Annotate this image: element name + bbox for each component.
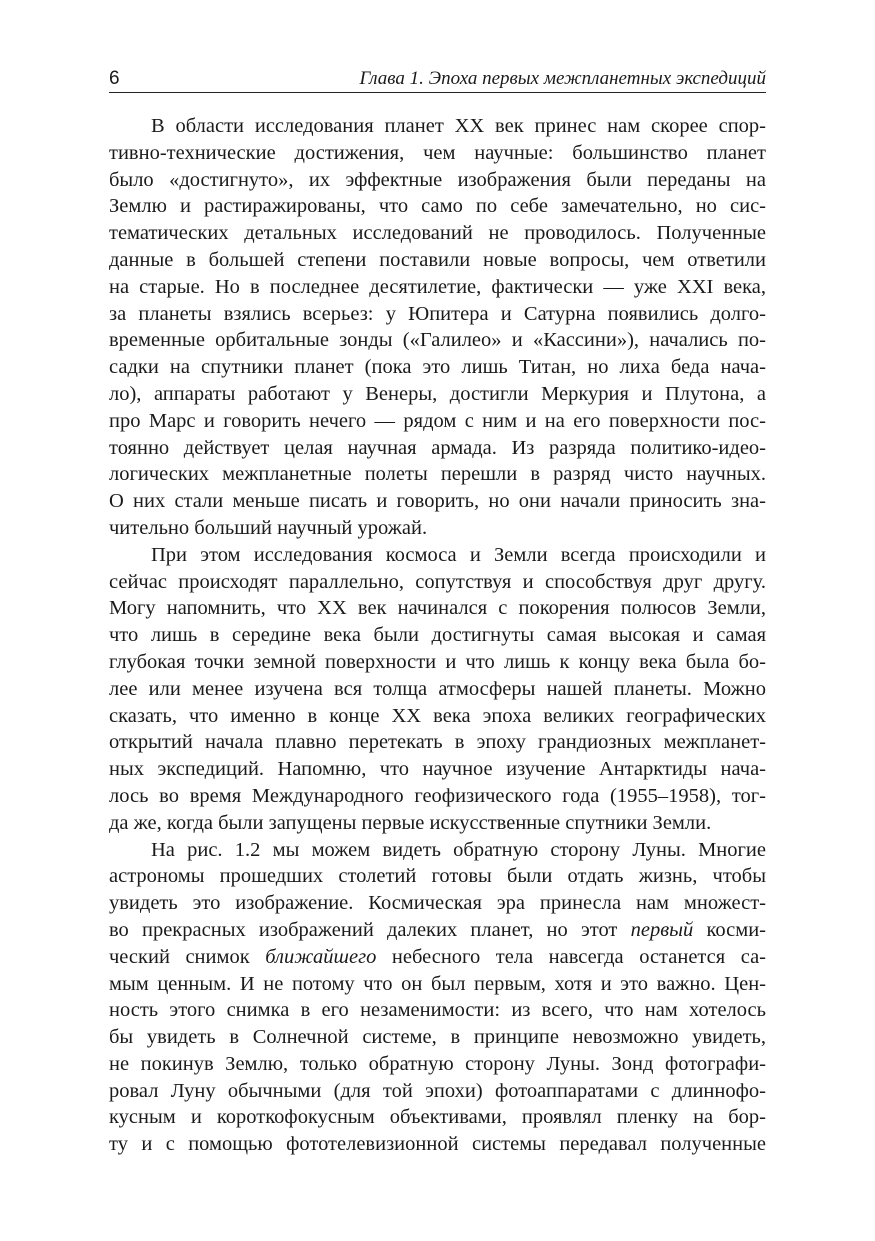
text-run: небесного тела навсегда останется са- [376,945,766,968]
text-line: лось во время Международного геофизического года (1955–1958), тог- [109,784,766,807]
paragraph-3 [109,837,766,1159]
text-line: бы увидеть в Солнечной системе, в принципе невозможно увидеть, [109,1026,766,1049]
text-line: да же, когда были запущены первые искусственные спутники Земли. [109,811,712,834]
page-header [109,62,766,93]
text-line: глубокая точки земной поверхности и что лишь к концу века была бо- [109,650,766,673]
text-line: что лишь в середине века были достигнуты самая высокая и самая [109,624,766,647]
text-line [109,944,766,971]
text-line: О них стали меньше писать и говорить, но они начали приносить зна- [109,490,766,513]
text-line: за планеты взялись всерьез: у Юпитера и Сатурна появились долго- [109,302,766,325]
text-line: сказать, что именно в конце XX века эпоха великих географических [109,704,766,727]
paragraph-2 [109,542,766,837]
text-line: астрономы прошедших столетий готовы были отдать жизнь, чтобы [109,865,766,888]
text-line: не покинув Землю, только обратную сторону Луны. Зонд фотографи- [109,1052,766,1075]
emphasis-text: первый [630,918,694,941]
text-line: было «достигнуто», их эффектные изображения были переданы на [109,168,766,191]
text-line: В области исследования планет XX век принес нам скорее спор- [151,115,766,137]
text-line: ных экспедиций. Напомню, что научное изучение Антарктиды нача- [109,758,766,781]
text-line: Могу напомнить, что XX век начинался с покорения полюсов Земли, [109,597,766,620]
text-line: на старые. Но в последнее десятилетие, фактически — уже XXI века, [109,275,766,298]
text-line: Землю и растиражированы, что само по себе замечательно, но сис- [109,195,766,218]
text-line: тивно-технические достижения, чем научные: большинство планет [109,141,766,164]
text-line: данные в большей степени поставили новые вопросы, чем ответили [109,248,766,271]
text-line: логических межпланетные полеты перешли в разряд чисто научных. [109,463,766,486]
text-run: ческий снимок [109,945,266,968]
text-line: кусным и короткофокусным объективами, проявлял пленку на бор- [109,1106,766,1129]
text-line: тоянно действует целая научная армада. Из разряда политико-идео- [109,436,766,459]
text-line: чительно больший научный урожай. [109,516,428,539]
text-run: во прекрасных изображений далеких планет, но этот [109,918,631,941]
page-number: 6 [109,68,120,89]
text-line: про Марс и говорить нечего — рядом с ним и на его поверхности пос- [109,409,766,432]
text-line: лее или менее изучена вся толща атмосферы нашей планеты. Можно [109,677,766,700]
text-line: временные орбитальные зонды («Галилео» и «Кассини»), начались по- [109,329,766,352]
text-line: При этом исследования космоса и Земли всегда происходили и [151,543,766,566]
running-head: Глава 1. Эпоха первых межпланетных экспедиций [359,68,766,89]
paragraph-1 [109,113,766,542]
emphasis-text: ближайшего [265,945,377,968]
text-line: мым ценным. И не потому что он был первым, хотя и это важно. Цен- [109,972,766,995]
text-line: садки на спутники планет (пока это лишь Титан, но лиха беда нача- [109,356,766,379]
text-line [109,917,766,944]
text-line: увидеть это изображение. Космическая эра принесла нам множест- [109,892,766,915]
text-line: ровал Луну обычными (для той эпохи) фотоаппаратами с длиннофо- [109,1079,766,1102]
text-run: косми- [693,918,766,941]
text-line: На рис. 1.2 мы можем видеть обратную сторону Луны. Многие [151,838,766,861]
text-line: тематических детальных исследований не проводилось. Полученные [109,222,766,245]
text-line: открытий начала плавно перетекать в эпоху грандиозных межпланет- [109,731,766,754]
text-line: ность этого снимка в его незаменимости: из всего, что нам хотелось [109,999,766,1022]
text-line: ло), аппараты работают у Венеры, достигли Меркурия и Плутона, а [109,382,766,405]
text-line: сейчас происходят параллельно, сопутствуя и способствуя друг другу. [109,570,766,593]
text-line: ту и с помощью фототелевизионной системы передавал полученные [109,1133,766,1156]
body-text [109,113,766,1158]
